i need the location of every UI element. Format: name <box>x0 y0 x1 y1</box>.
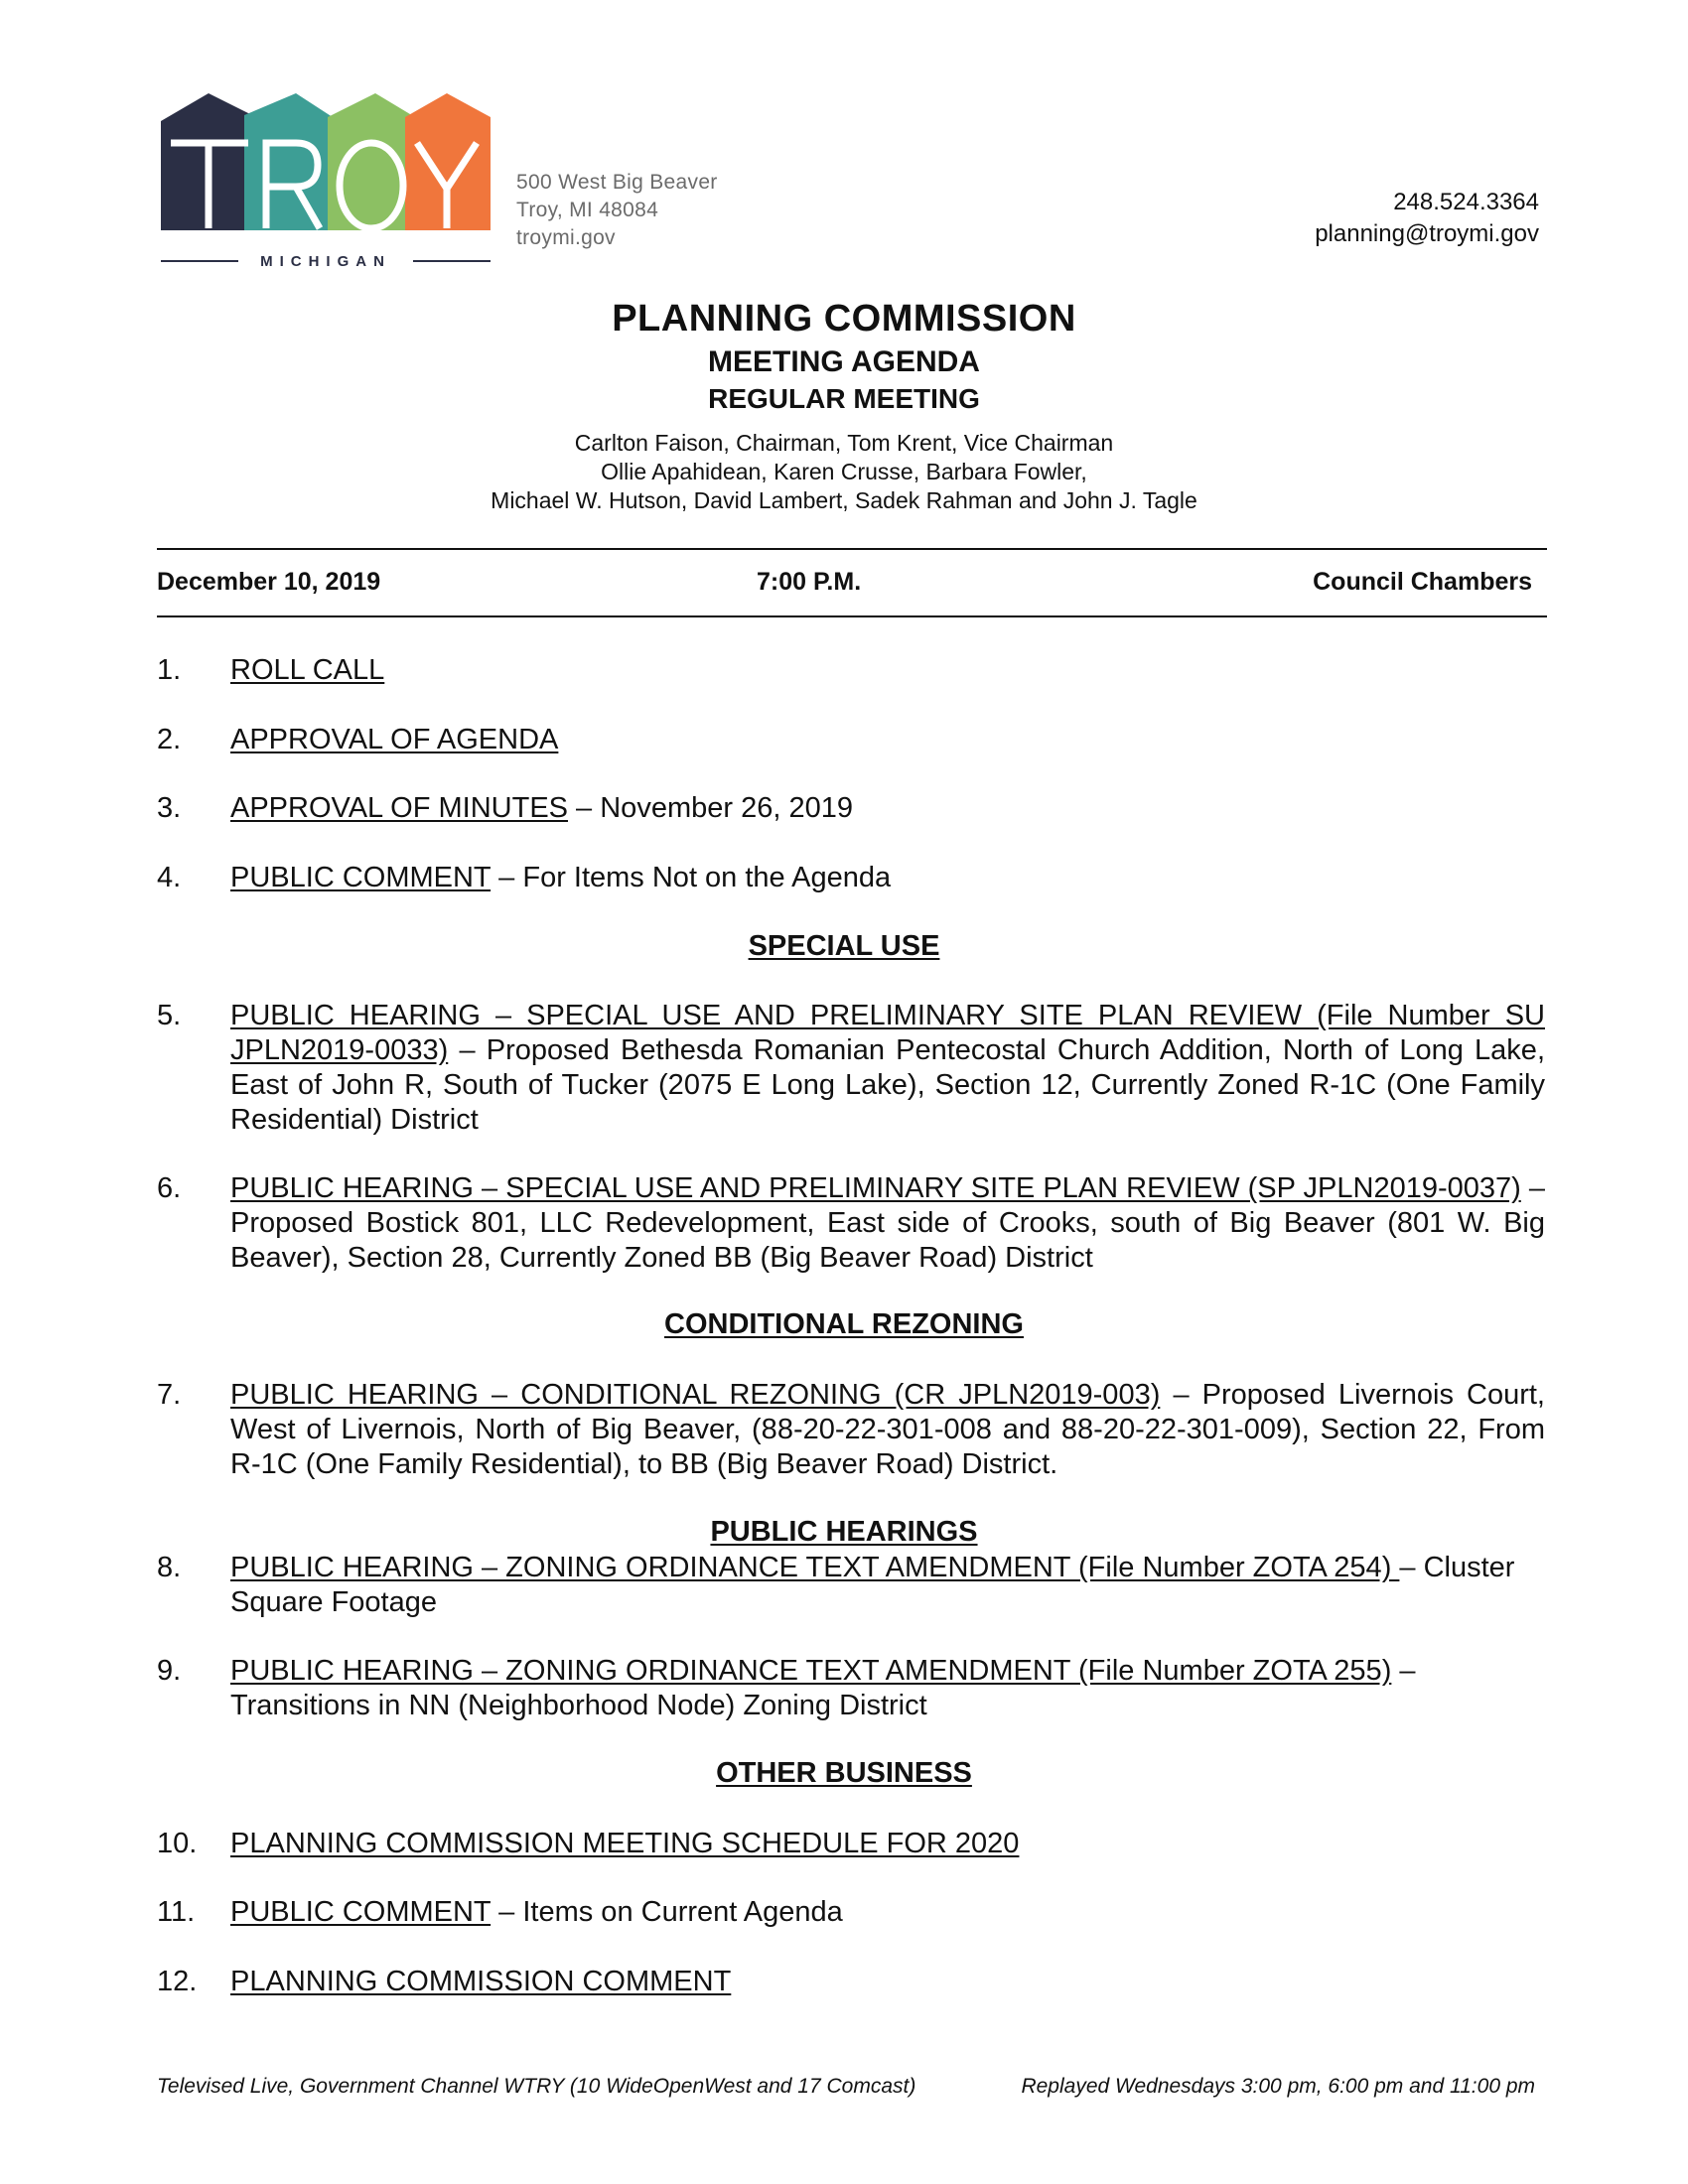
section-heading-other-business: OTHER BUSINESS <box>716 1757 972 1789</box>
meeting-time: 7:00 P.M. <box>757 568 862 596</box>
item-title: PUBLIC HEARING – ZONING ORDINANCE TEXT AMENDMENT (File Number ZOTA 254) <box>230 1552 1400 1583</box>
item-number: 8. <box>157 1552 182 1583</box>
item-number: 12. <box>157 1966 198 1997</box>
phone-number: 248.524.3364 <box>1393 189 1539 215</box>
item-title: APPROVAL OF AGENDA <box>230 724 559 755</box>
email-link[interactable]: planning@troymi.gov <box>1315 220 1539 247</box>
item-title: PUBLIC COMMENT <box>230 862 492 893</box>
item-number: 7. <box>157 1379 182 1411</box>
item-detail: – Proposed Bostick 801, LLC Redevelopment, East side of Crooks, south of Big Beaver (801 W. Big Beaver), Section 28, Currently Zoned BB (Big Beaver Road) District <box>230 1172 1546 1274</box>
item-title: PUBLIC HEARING – ZONING ORDINANCE TEXT AMENDMENT (File Number ZOTA 255) <box>230 1655 1392 1687</box>
item-title: PUBLIC HEARING – SPECIAL USE AND PRELIMINARY SITE PLAN REVIEW (SP JPLN2019-0037) <box>230 1172 1521 1204</box>
members-line: Ollie Apahidean, Karen Crusse, Barbara Fowler, <box>601 459 1087 484</box>
item-detail: – Transitions in NN (Neighborhood Node) Zoning District <box>230 1655 1416 1721</box>
item-title: PUBLIC COMMENT <box>230 1896 492 1928</box>
section-heading-conditional-rezoning: CONDITIONAL REZONING <box>664 1308 1024 1340</box>
item-number: 3. <box>157 792 182 824</box>
item-number: 6. <box>157 1172 182 1204</box>
item-detail: – For Items Not on the Agenda <box>491 862 892 893</box>
logo-subtext: MICHIGAN <box>260 253 391 270</box>
item-detail: – November 26, 2019 <box>568 792 853 824</box>
item-title: PUBLIC HEARING – SPECIAL USE AND PRELIMINARY SITE PLAN REVIEW (File Number SU JPLN2019-0033) <box>230 1000 1545 1066</box>
footer <box>157 2075 1547 2099</box>
item-number: 11. <box>157 1896 196 1928</box>
members-line: Carlton Faison, Chairman, Tom Krent, Vice Chairman <box>574 430 1114 456</box>
members-line: Michael W. Hutson, David Lambert, Sadek Rahman and John J. Tagle <box>491 487 1197 513</box>
item-number: 5. <box>157 1000 182 1031</box>
item-title: PUBLIC HEARING – CONDITIONAL REZONING (CR JPLN2019-003) <box>230 1379 1161 1411</box>
contact-block <box>1315 187 1539 250</box>
address-block <box>516 169 718 252</box>
replay-note: Replayed Wednesdays 3:00 pm, 6:00 pm and 11:00 pm <box>1021 2075 1535 2098</box>
page-title: PLANNING COMMISSION <box>612 298 1076 340</box>
item-number: 9. <box>157 1655 182 1687</box>
title-block <box>0 296 1688 515</box>
meeting-date: December 10, 2019 <box>157 568 381 596</box>
website-link[interactable]: troymi.gov <box>516 226 616 249</box>
divider-top <box>157 548 1547 550</box>
item-title: PLANNING COMMISSION COMMENT <box>230 1966 732 1997</box>
item-detail: – Proposed Bethesda Romanian Pentecostal Church Addition, North of Long Lake, East of John R, South of Tucker (2075 E Long Lake), Section 12, Currently Zoned R-1C (One Family Residential) District <box>230 1034 1545 1136</box>
item-number: 4. <box>157 862 182 893</box>
section-heading-special-use: SPECIAL USE <box>748 930 940 962</box>
meeting-location: Council Chambers <box>1313 568 1532 596</box>
item-detail: – Cluster Square Footage <box>230 1552 1515 1618</box>
item-number: 1. <box>157 654 182 686</box>
item-title: ROLL CALL <box>230 654 385 686</box>
item-number: 10. <box>157 1828 198 1859</box>
item-number: 2. <box>157 724 182 755</box>
address-line: 500 West Big Beaver <box>516 171 718 194</box>
commission-members <box>0 429 1688 515</box>
item-title: APPROVAL OF MINUTES <box>230 792 568 824</box>
item-title: PLANNING COMMISSION MEETING SCHEDULE FOR 2020 <box>230 1828 1020 1859</box>
page-subtitle: MEETING AGENDA <box>708 345 980 378</box>
item-detail: – Items on Current Agenda <box>491 1896 843 1928</box>
meeting-type: REGULAR MEETING <box>708 383 980 414</box>
address-line: Troy, MI 48084 <box>516 199 659 221</box>
broadcast-note: Televised Live, Government Channel WTRY (10 WideOpenWest and 17 Comcast) <box>157 2075 916 2098</box>
troy-logo <box>157 91 494 275</box>
section-heading-public-hearings: PUBLIC HEARINGS <box>710 1516 978 1548</box>
item-detail: – Proposed Livernois Court, West of Livernois, North of Big Beaver, (88-20-22-301-008 and 88-20-22-301-009), Section 22, From R-1C (One Family Residential), to BB (Big Beaver Road) District. <box>230 1379 1545 1480</box>
divider-bottom <box>157 615 1547 617</box>
